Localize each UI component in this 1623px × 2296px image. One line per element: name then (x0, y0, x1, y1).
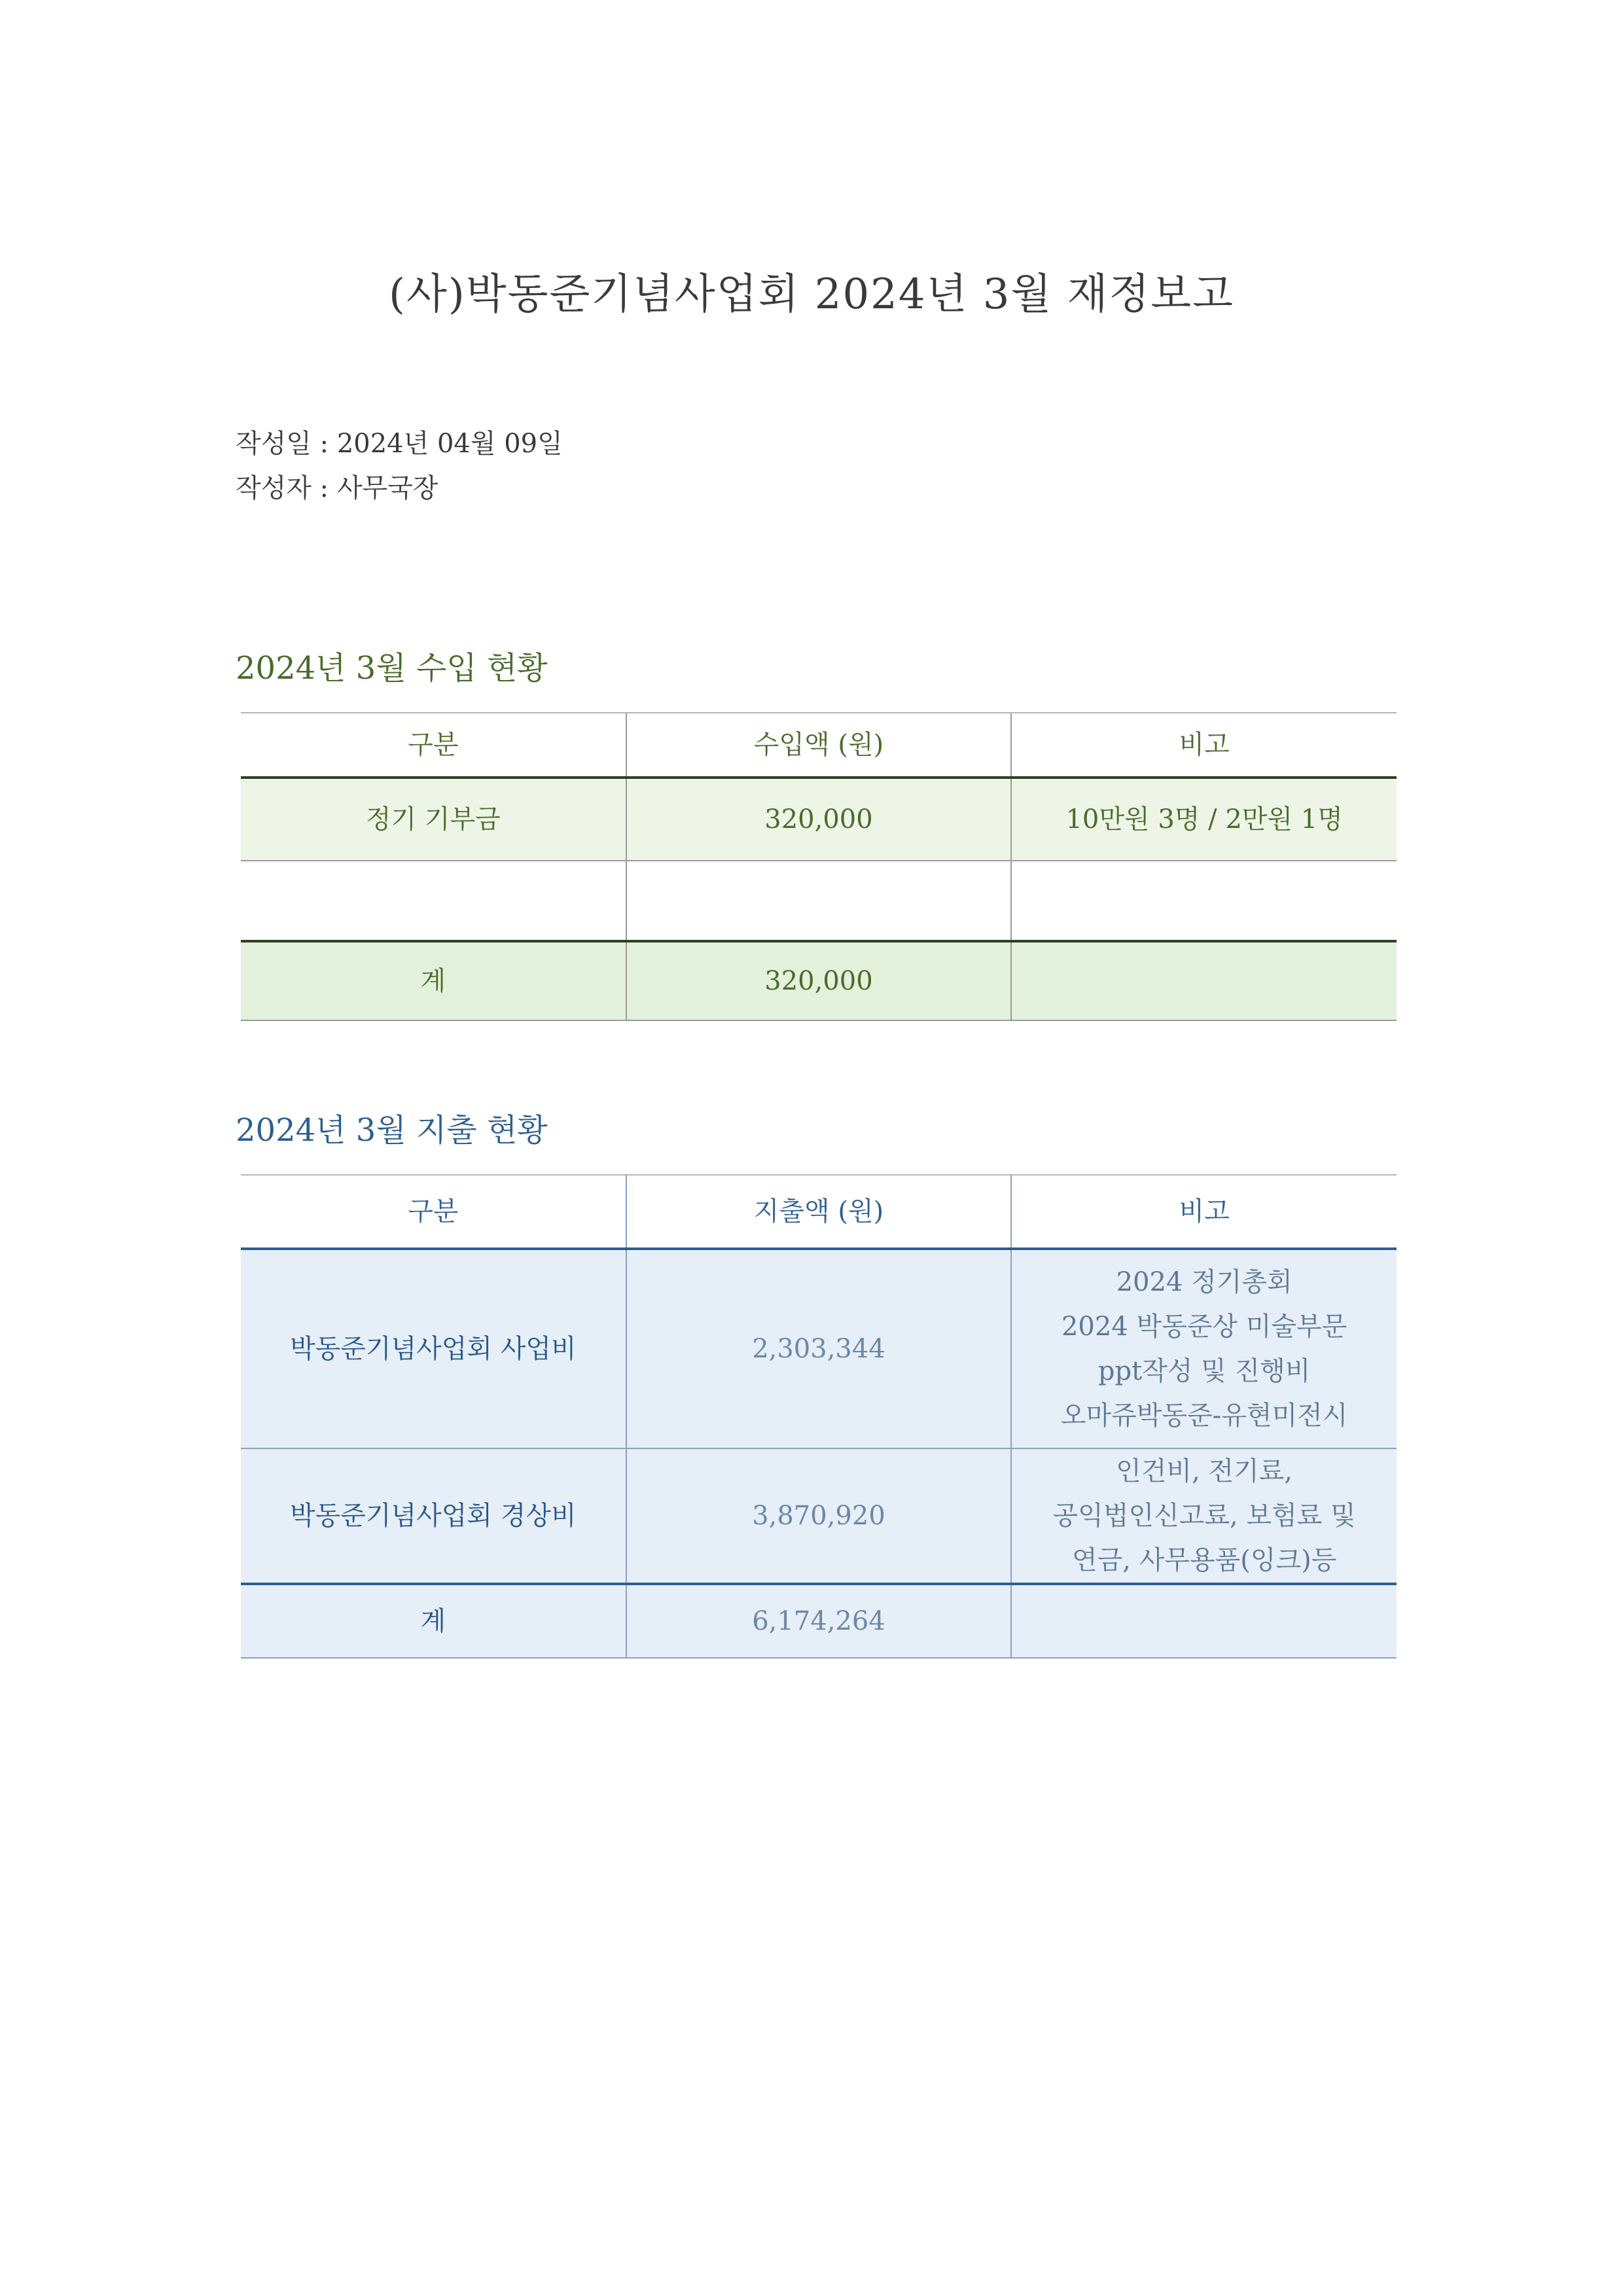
table-row (241, 778, 1397, 861)
income-total-row (241, 941, 1397, 1020)
expense-category-cell: 박동준기념사업회 경상비 (241, 1448, 626, 1584)
expense-total-note (1011, 1584, 1397, 1658)
expense-total-amount: 6,174,264 (626, 1584, 1012, 1658)
expense-total-label: 계 (241, 1584, 626, 1658)
income-category-cell (241, 861, 626, 941)
table-row (241, 1448, 1397, 1584)
income-total-amount: 320,000 (626, 941, 1012, 1020)
note-line: 오마쥬박동준-유현미전시 (1060, 1401, 1348, 1431)
income-col-category: 구분 (241, 713, 626, 778)
note-line: ppt작성 및 진행비 (1097, 1356, 1311, 1386)
expense-category-cell: 박동준기념사업회 사업비 (241, 1249, 626, 1448)
income-col-note: 비고 (1011, 713, 1397, 778)
table-row (241, 1249, 1397, 1448)
income-amount-cell (626, 861, 1012, 941)
written-date: 작성일 : 2024년 04월 09일 (236, 429, 563, 459)
written-by: 작성자 : 사무국장 (236, 473, 438, 503)
income-total-note (1011, 941, 1397, 1020)
expense-amount-cell: 3,870,920 (626, 1448, 1012, 1584)
income-section-heading: 2024년 3월 수입 현황 (236, 650, 548, 687)
expense-amount-cell: 2,303,344 (626, 1249, 1012, 1448)
income-header-row (241, 713, 1397, 778)
income-note-cell (1011, 861, 1397, 941)
document-title: (사)박동준기념사업회 2024년 3월 재정보고 (389, 270, 1234, 319)
note-line: 연금, 사무용품(잉크)등 (1071, 1545, 1337, 1575)
note-line: 인건비, 전기료, (1116, 1456, 1293, 1486)
income-amount-cell: 320,000 (626, 778, 1012, 861)
income-note-cell: 10만원 3명 / 2만원 1명 (1011, 778, 1397, 861)
income-col-amount: 수입액 (원) (626, 713, 1012, 778)
income-table (241, 712, 1397, 1021)
expense-table (241, 1174, 1397, 1659)
expense-note-cell (1011, 1249, 1397, 1448)
expense-header-row (241, 1175, 1397, 1249)
expense-col-amount: 지출액 (원) (626, 1175, 1012, 1249)
expense-total-row (241, 1584, 1397, 1658)
expense-col-category: 구분 (241, 1175, 626, 1249)
note-line: 2024 정기총회 (1116, 1267, 1293, 1297)
table-row (241, 861, 1397, 941)
expense-col-note: 비고 (1011, 1175, 1397, 1249)
expense-section-heading: 2024년 3월 지출 현황 (236, 1112, 548, 1149)
income-category-cell: 정기 기부금 (241, 778, 626, 861)
income-total-label: 계 (241, 941, 626, 1020)
expense-note-cell (1011, 1448, 1397, 1584)
note-line: 공익법인신고료, 보험료 및 (1052, 1501, 1356, 1531)
note-line: 2024 박동준상 미술부문 (1061, 1312, 1347, 1342)
